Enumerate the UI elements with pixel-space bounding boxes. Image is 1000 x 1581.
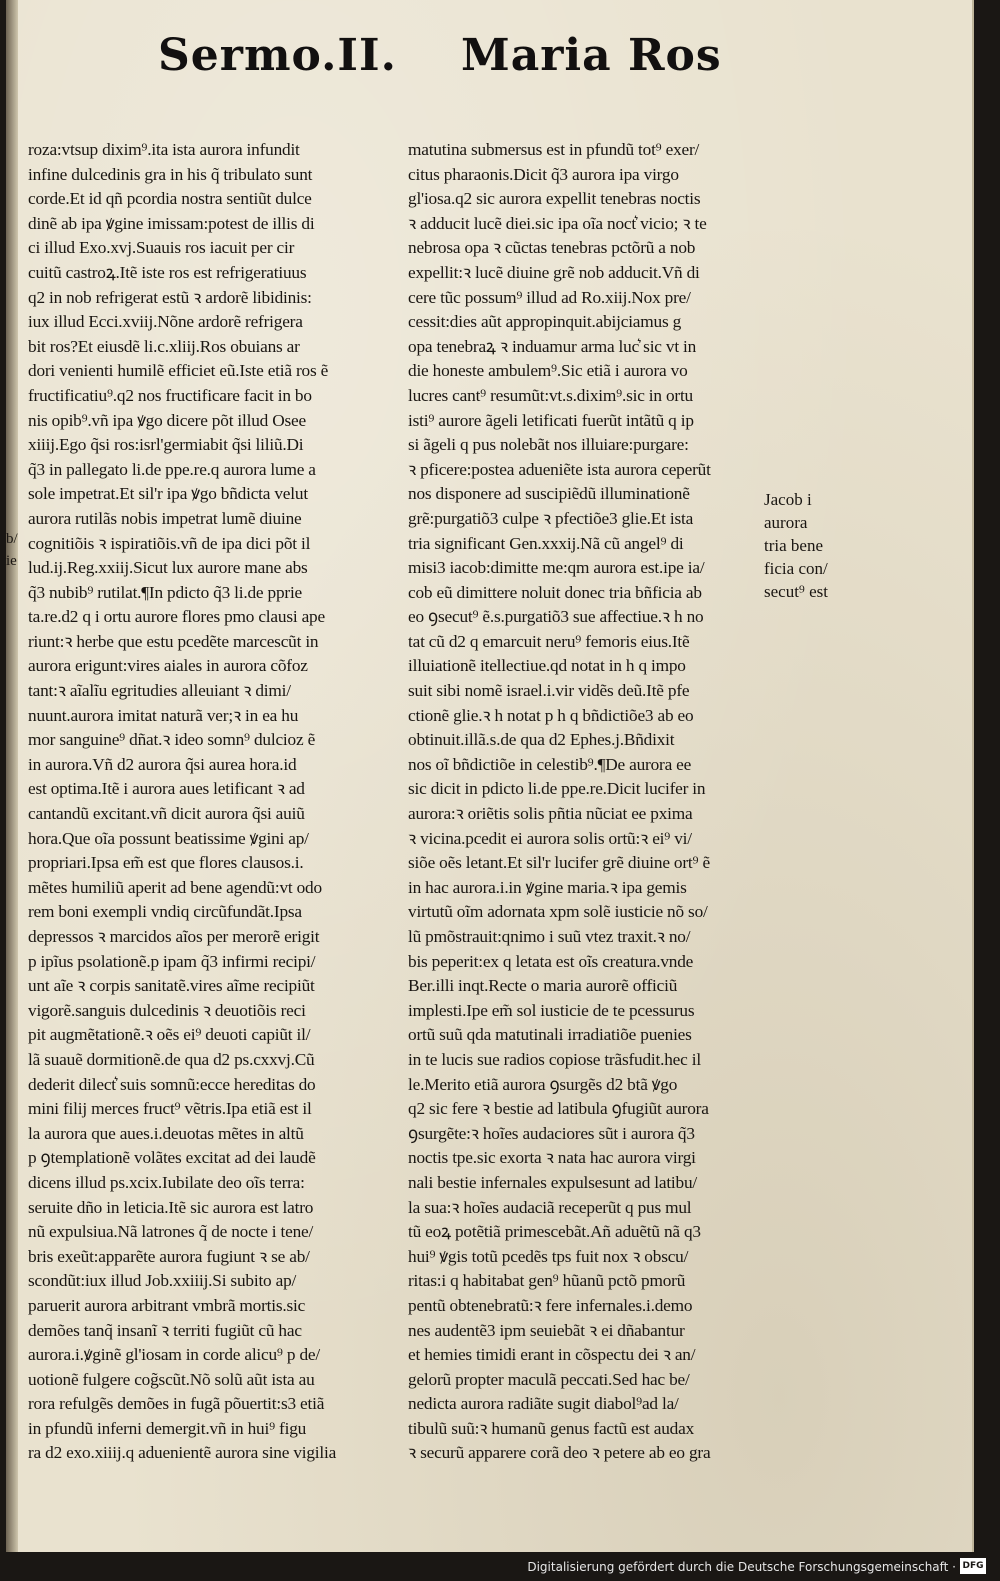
left-text-column (28, 138, 388, 1466)
text-line: xiiij.Ego q̃si ros:isrl'germiabit q̃si liliũ.Di (28, 435, 304, 455)
text-line: pentũ obtenebratũ:ꝛ fere infernales.i.demo (408, 1295, 693, 1315)
text-line: aurora:ꝛ oriẽtis solis pñtia nũciat ee pxima (408, 804, 693, 824)
text-line: ra d2 exo.xiiij.q aduenientẽ aurora sine vigilia (28, 1443, 337, 1463)
margin-fragment-line: ie (6, 553, 17, 569)
text-line: tat cũ d2 q emarcuit neru⁹ femoris eius.Itẽ (408, 631, 690, 651)
text-line: tũ eoꝝ potẽtiã primescebãt.Añ aduẽtũ nã q3 (408, 1222, 701, 1242)
text-line: cuitũ castroꝝ.Itẽ iste ros est refrigeratiuus (28, 262, 307, 282)
text-line: ta.re.d2 q i ortu aurore flores pmo clausi ape (28, 607, 325, 627)
margin-note (764, 488, 828, 603)
text-line: lud.ij.Reg.xxiij.Sicut lux aurore mane abs (28, 558, 308, 578)
text-line: dederit dilect͛ suis somnũ:ecce hereditas do (28, 1074, 316, 1094)
text-line: expellit:ꝛ lucẽ diuine grẽ nob adducit.Vñ di (408, 262, 700, 282)
text-line: eo ꝯsecut⁹ ẽ.s.purgatiõ3 sue affectiue.ꝛ h no (408, 607, 704, 627)
text-line: ci illud Exo.xvj.Suauis ros iacuit per cir (28, 238, 295, 258)
text-line: p ipĩus psolationẽ.p ipam q̃3 infirmi recipi/ (28, 951, 316, 971)
text-line: cantandũ excitant.vñ dicit aurora q̃si auiũ (28, 804, 305, 824)
text-line: bis peperit:ex q letata est oĩs creatura.vnde (408, 951, 694, 971)
text-line: tant:ꝛ aĩalĩu egritudies alleuiant ꝛ dimi/ (28, 681, 291, 701)
text-line: implesti.Ipe em̃ sol iusticie de te pcessurus (408, 1000, 695, 1020)
text-line: corde.Et id qñ pcordia nostra sentiũt dulce (28, 189, 312, 209)
text-line: bris exeũt:apparẽte aurora fugiunt ꝛ se ab/ (28, 1246, 310, 1266)
margin-note-line: ficia con/ (764, 559, 828, 578)
text-line: demões tanq̃ insanĩ ꝛ territi fugiũt cũ hac (28, 1320, 302, 1340)
text-line: ꝛ vicina.pcedit ei aurora solis ortũ:ꝛ ei⁹ vi/ (408, 828, 692, 848)
text-line: gl'iosa.q2 sic aurora expellit tenebras noctis (408, 189, 701, 209)
text-line: aurora rutilãs nobis impetrat lumẽ diuine (28, 508, 302, 528)
text-line: mini filij merces fruct⁹ vẽtris.Ipa etiã est il (28, 1099, 312, 1119)
text-line: roza:vtsup dixim⁹.ita ista aurora infundit (28, 140, 300, 159)
text-line: paruerit aurora arbitrant vmbrã mortis.sic (28, 1295, 306, 1315)
text-line: aurora.i.ꝟginẽ gl'iosam in corde alicu⁹ p de/ (28, 1345, 320, 1365)
text-line: ortũ suũ qda matutinali irradiatiõe puenies (408, 1025, 692, 1045)
text-line: propriari.Ipsa em̃ est que flores clausos.i. (28, 853, 304, 873)
text-line: siõe oẽs letant.Et sil'r lucifer grẽ diuine ort⁹ ẽ (408, 853, 710, 873)
margin-fragment-line: b/ (6, 531, 18, 547)
text-line: nebrosa opa ꝛ cũctas tenebras pctõrũ a nob (408, 238, 696, 258)
text-line: in pfundũ inferni demergit.vñ in hui⁹ figu (28, 1418, 307, 1438)
book-page (6, 0, 974, 1552)
text-line: sic dicit in pdicto li.de ppe.re.Dicit lucifer in (408, 779, 706, 799)
text-line: grẽ:purgatiõ3 culpe ꝛ pfectiõe3 glie.Et ista (408, 508, 694, 528)
text-line: obtinuit.illã.s.de qua d2 Ephes.j.Bñdixit (408, 730, 675, 750)
text-line: gelorũ propter maculã peccati.Sed hac be/ (408, 1369, 690, 1389)
right-text-column (408, 138, 768, 1466)
left-margin-fragment (6, 528, 18, 572)
text-line: tria significant Gen.xxxij.Nã cũ angel⁹ di (408, 533, 684, 553)
text-line: hora.Que oĩa possunt beatissime ꝟgini ap/ (28, 828, 309, 848)
dfg-logo: DFG (960, 1558, 986, 1574)
text-line: nali bestie infernales expulsesunt ad latibu/ (408, 1172, 698, 1192)
text-line: q2 in nob refrigerat estũ ꝛ ardorẽ libidinis: (28, 287, 312, 307)
text-line: fructificatiu⁹.q2 nos fructificare facit in bo (28, 385, 312, 405)
text-line: ꝛ securũ apparere corã deo ꝛ petere ab eo gra (408, 1443, 711, 1463)
text-line: nos oĩ bñdictiõe in celestib⁹.¶De aurora ee (408, 754, 692, 774)
text-line: misi3 iacob:dimitte me:qm aurora est.ipe ia/ (408, 558, 705, 578)
text-line: in aurora.Vñ d2 aurora q̃si aurea hora.id (28, 754, 297, 774)
text-line: sole impetrat.Et sil'r ipa ꝟgo bñdicta velut (28, 484, 308, 504)
text-line: ctionẽ glie.ꝛ h notat p h q bñdictiõe3 ab eo (408, 705, 694, 725)
running-head-left: Sermo.II. (158, 30, 397, 81)
margin-note-line: secut⁹ est (764, 582, 828, 601)
text-line: dicens illud ps.xcix.Iubilate deo oĩs terra: (28, 1172, 305, 1192)
text-line: noctis tpe.sic exorta ꝛ nata hac aurora virgi (408, 1148, 696, 1168)
text-line: in hac aurora.i.in ꝟgine maria.ꝛ ipa gemis (408, 877, 687, 897)
text-line: rem boni exempli vndiq circũfundãt.Ipsa (28, 902, 302, 922)
text-line: nis opib⁹.vñ ipa ꝟgo dicere põt illud Osee (28, 410, 306, 430)
text-line: q̃3 in pallegato li.de ppe.re.q aurora lume a (28, 459, 316, 479)
text-line: lũ pmõstrauit:qnimo i suũ vtez traxit.ꝛ no/ (408, 927, 691, 946)
text-line: die honeste ambulem⁹.Sic etiã i aurora vo (408, 361, 688, 381)
text-line: infine dulcedinis gra in his q̃ tribulato sunt (28, 164, 313, 184)
text-line: ꝯsurgẽte:ꝛ hoĩes audaciores sũt i aurora q̃3 (408, 1123, 695, 1143)
text-line: mor sanguine⁹ dñat.ꝛ ideo somn⁹ dulcioz ẽ (28, 730, 316, 750)
text-line: unt aĩe ꝛ corpis sanitatẽ.vires aĩme recipiũt (28, 976, 315, 996)
text-line: nedicta aurora radiãte sugit diabol⁹ad la/ (408, 1394, 679, 1414)
text-line: q2 sic fere ꝛ bestie ad latibula ꝯfugiũt aurora (408, 1099, 709, 1119)
digitization-credit: Digitalisierung gefördert durch die Deutsche Forschungsgemeinschaft · (527, 1560, 956, 1574)
text-line: suit sibi nomẽ israel.i.vir vidẽs deũ.Itẽ pfe (408, 681, 690, 701)
margin-note-line: Jacob i (764, 490, 812, 509)
text-line: nuunt.aurora imitat naturã ver;ꝛ in ea hu (28, 705, 299, 725)
text-line: et hemies timidi erant in cõspectu dei ꝛ an/ (408, 1345, 696, 1365)
text-line: lucres cant⁹ resumũt:vt.s.dixim⁹.sic in ortu (408, 385, 693, 405)
text-line: lã suauẽ dormitionẽ.de qua d2 ps.cxxvj.Cũ (28, 1049, 315, 1069)
text-line: nes audentẽ3 ipm seuiebãt ꝛ ei dñabantur (408, 1320, 685, 1340)
text-line: Ber.illi inqt.Recte o maria aurorẽ officiũ (408, 976, 678, 996)
text-line: matutina submersus est in pfundũ tot⁹ exer/ (408, 140, 700, 159)
text-line: iux illud Ecci.xviij.Nõne ardorẽ refrigera (28, 312, 303, 332)
text-line: depressos ꝛ marcidos aĩos per merorẽ erigit (28, 927, 320, 946)
margin-note-line: tria bene (764, 536, 823, 555)
margin-note-line: aurora (764, 513, 808, 532)
text-line: p ꝯtemplationẽ volãtes excitat ad dei laudẽ (28, 1148, 316, 1168)
text-line: le.Merito etiã aurora ꝯsurgẽs d2 btã ꝟgo (408, 1074, 678, 1094)
text-line: q̃3 nubib⁹ rutilat.¶In pdicto q̃3 li.de pprie (28, 582, 303, 602)
text-line: tibulũ suũ:ꝛ humanũ genus factũ est audax (408, 1418, 695, 1438)
text-line: nũ expulsiua.Nã latrones q̃ de nocte i tene/ (28, 1222, 314, 1242)
text-line: in te lucis sue radios copiose trãsfudit.hec il (408, 1049, 701, 1069)
text-line: seruite dño in leticia.Itẽ sic aurora est latro (28, 1197, 314, 1217)
text-line: vigorẽ.sanguis dulcedinis ꝛ deuotiõis reci (28, 1000, 306, 1020)
text-line: nos disponere ad suscipiẽdũ illuminationẽ (408, 484, 690, 504)
text-line: isti⁹ aurore ãgeli letificati fuerũt intãtũ q ip (408, 410, 694, 430)
text-line: si ãgeli q pus nolebãt nos illuiare:purgare: (408, 435, 689, 455)
text-line: la sua:ꝛ hoĩes audaciã receperũt q pus mul (408, 1197, 692, 1217)
text-line: cere tũc possum⁹ illud ad Ro.xiij.Nox pre/ (408, 287, 691, 307)
text-line: mẽtes humiliũ aperit ad bene agendũ:vt odo (28, 877, 322, 897)
text-line: cessit:dies aũt appropinquit.abijciamus g (408, 312, 682, 332)
text-line: dinẽ ab ipa ꝟgine imissam:potest de illis di (28, 213, 315, 233)
text-line: scondũt:iux illud Job.xxiiij.Si subito ap/ (28, 1271, 297, 1291)
text-line: hui⁹ ꝟgis totũ pcedẽs tps fuit nox ꝛ obscu/ (408, 1246, 689, 1266)
text-line: ꝛ pficere:postea adueniẽte ista aurora ceperũt (408, 459, 711, 479)
text-line: cob eũ dimittere noluit donec tria bñficia ab (408, 582, 702, 602)
text-line: dori venienti humilẽ efficiet eũ.Iste etiã ros ẽ (28, 361, 329, 381)
text-line: virtutũ oĩm adornata xpm solẽ iusticie nõ so/ (408, 902, 708, 922)
text-line: bit ros?Et eiusdẽ li.c.xliij.Ros obuians ar (28, 336, 300, 356)
text-line: ritas:i q habitabat gen⁹ hũanũ pctõ pmorũ (408, 1271, 686, 1291)
text-line: rora refulgẽs demões in fugã põuertit:s3 etiã (28, 1394, 325, 1414)
text-line: illuiationẽ itellectiue.qd notat in h q impo (408, 656, 686, 676)
text-line: pit augmẽtationẽ.ꝛ oẽs ei⁹ deuoti capiũt il/ (28, 1025, 311, 1045)
text-line: aurora erigunt:vires aiales in aurora cõfoz (28, 656, 308, 676)
text-line: la aurora que aues.i.deuotas mẽtes in altũ (28, 1123, 304, 1143)
running-head-right: Maria Ros (461, 30, 722, 81)
text-line: riunt:ꝛ herbe que estu pcedẽte marcescũt in (28, 631, 319, 651)
page-gutter (6, 0, 18, 1552)
text-line: uotionẽ fulgere cog̃scũt.Nõ solũ aũt ista au (28, 1369, 315, 1389)
text-line: ꝛ adducit lucẽ diei.sic ipa oĩa noct͛ vicio; ꝛ te (408, 213, 707, 233)
text-line: cognitiõis ꝛ ispiratiõis.vñ de ipa dici põt il (28, 533, 311, 553)
text-line: est optima.Itẽ i aurora aues letificant ꝛ ad (28, 779, 305, 799)
text-line: citus pharaonis.Dicit q̃3 aurora ipa virgo (408, 164, 679, 184)
text-line: opa tenebraꝝ ꝛ induamur arma luc͛ sic vt in (408, 336, 697, 356)
